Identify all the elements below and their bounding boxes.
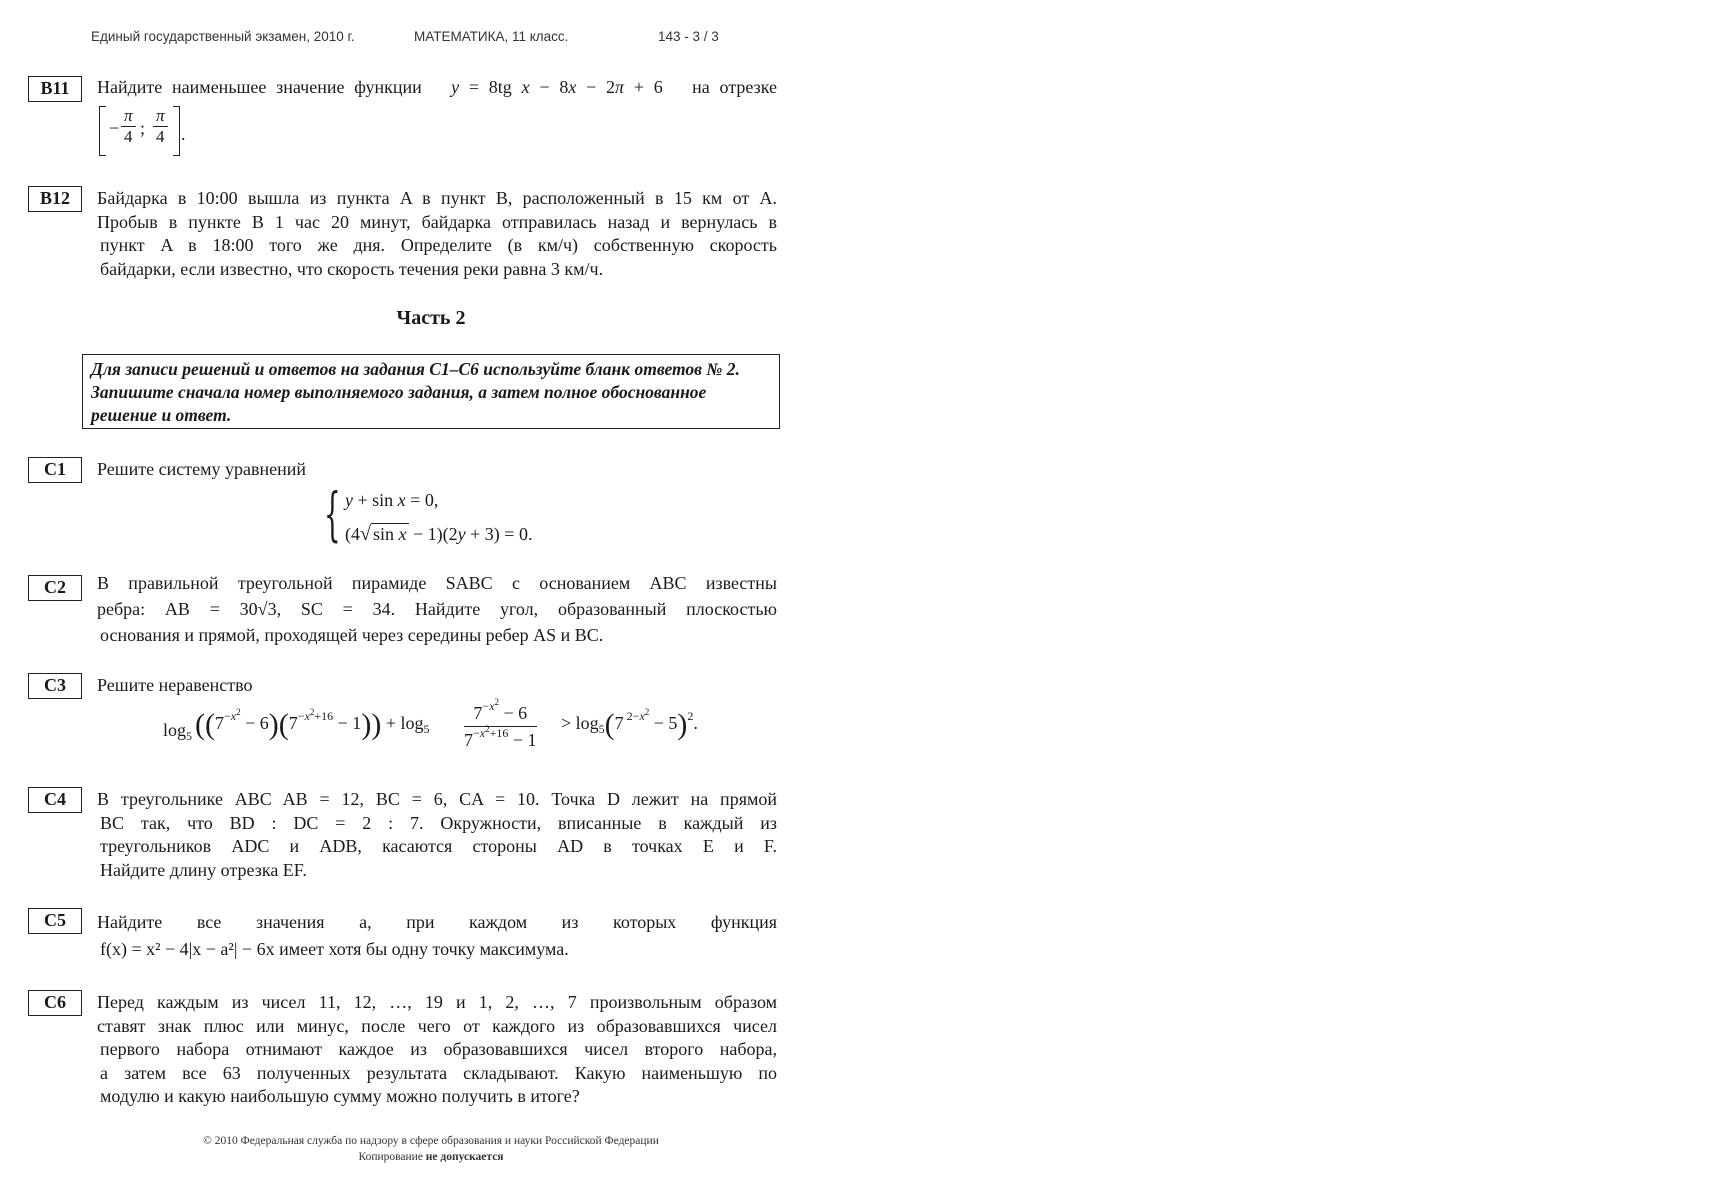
c2-line: ребра: AB = 30√3, SC = 34. Найдите угол, образованный плоскостью <box>97 599 777 619</box>
task-label-b12: B12 <box>28 186 82 212</box>
c1-eq1: y + sin x = 0, <box>345 490 439 510</box>
task-label-c6: C6 <box>28 990 82 1016</box>
b12-line: Пробыв в пункте B 1 час 20 минут, байдарка отправилась назад и вернулась в <box>97 211 777 232</box>
task-c3-text: Решите неравенство <box>97 675 253 695</box>
b12-line: байдарки, если известно, что скорость течения реки равна 3 км/ч. <box>100 258 604 279</box>
task-c4-text <box>97 788 777 882</box>
task-label-b11: B11 <box>28 76 82 102</box>
c3-fraction: $\frac{7^{-x^2} - 6}{7^{-x^2+16} - 1}$ <box>464 697 537 750</box>
c5-line: f(x) = x² − 4|x − a²| − 6x имеет хотя бы одну точку максимума. <box>100 939 569 959</box>
c6-line: Перед каждым из чисел 11, 12, …, 19 и 1, 2, …, 7 произвольным образом <box>97 992 777 1012</box>
task-c6-text <box>97 991 777 1109</box>
header-subject: МАТЕМАТИКА, 11 класс. <box>414 29 569 44</box>
c4-line: В треугольнике ABC AB = 12, BC = 6, CA = 10. Точка D лежит на прямой <box>97 789 777 809</box>
c1-system <box>324 480 533 551</box>
fraction-pi-4: $\frac{\pi}{4}$ <box>121 106 136 147</box>
footer-copy-prefix: Копирование <box>358 1151 423 1163</box>
task-c5-text <box>97 909 777 963</box>
c6-line: ставят знак плюс или минус, после чего от каждого из образовавшихся чисел <box>97 1015 777 1036</box>
c4-line: треугольников ADC и ADB, касаются стороны AD в точках E и F. <box>100 836 777 856</box>
task-b11-text <box>97 76 777 100</box>
b12-line: Байдарка в 10:00 вышла из пункта A в пункт B, расположенный в 15 км от A. <box>97 188 777 208</box>
b11-formula: y = 8tg x − 8x − 2π + 6 <box>451 77 663 97</box>
fraction-pi-4: $\frac{\pi}{4}$ <box>153 106 168 147</box>
right-bracket <box>173 106 180 156</box>
c4-line: Найдите длину отрезка EF. <box>100 859 307 880</box>
footer-copy-bold: не допускается <box>425 1151 504 1163</box>
c4-line: BC так, что BD : DC = 2 : 7. Окружности, вписанные в каждый из <box>100 812 777 833</box>
brace-icon: { <box>324 480 341 548</box>
b11-text-after: на отрезке <box>692 77 778 97</box>
task-label-c2: C2 <box>28 575 82 601</box>
b11-segment: − $\frac{\pi}{4}$ ; $\frac{\pi}{4}$ . <box>97 104 197 156</box>
b11-text-before: Найдите наименьшее значение функции <box>97 77 422 97</box>
task-label-c5: C5 <box>28 908 82 934</box>
c6-line: первого набора отнимают каждое из образовавшихся чисел второго набора, <box>100 1039 777 1059</box>
task-c2-text <box>97 570 777 648</box>
b12-line: пункт A в 18:00 того же дня. Определите (в км/ч) собственную скорость <box>100 235 777 255</box>
task-label-c1: C1 <box>28 457 82 483</box>
part2-title: Часть 2 <box>396 307 466 329</box>
c2-line: основания и прямой, проходящей через середины ребер AS и BC. <box>100 625 604 645</box>
c1-eq2: (4√ sin x − 1)(2y + 3) = 0. <box>345 523 533 545</box>
c5-line: Найдите все значения a, при каждом из которых функция <box>97 912 777 932</box>
footer-copy-notice <box>0 1151 862 1163</box>
footer-copyright: © 2010 Федеральная служба по надзору в сфере образования и науки Российской Федерации <box>203 1135 659 1147</box>
c6-line: модулю и какую наибольшую сумму можно получить в итоге? <box>100 1086 580 1106</box>
c6-line: а затем все 63 полученных результата складывают. Какую наименьшую по <box>100 1062 777 1083</box>
left-bracket <box>99 106 106 156</box>
task-label-c3: C3 <box>28 673 82 699</box>
header-exam: Единый государственный экзамен, 2010 г. <box>91 29 355 44</box>
task-label-c4: C4 <box>28 787 82 813</box>
instructions-box: Для записи решений и ответов на задания С1–С6 используйте бланк ответов № 2. Запишите сначала номер выполняемого задания, а затем полное обоснованное решение и ответ. <box>82 354 780 429</box>
task-c1-text: Решите систему уравнений <box>97 459 306 479</box>
header-page: 143 - 3 / 3 <box>658 29 719 44</box>
c2-line: В правильной треугольной пирамиде SABC с основанием ABC известны <box>97 573 777 593</box>
task-b12-text <box>97 187 777 281</box>
